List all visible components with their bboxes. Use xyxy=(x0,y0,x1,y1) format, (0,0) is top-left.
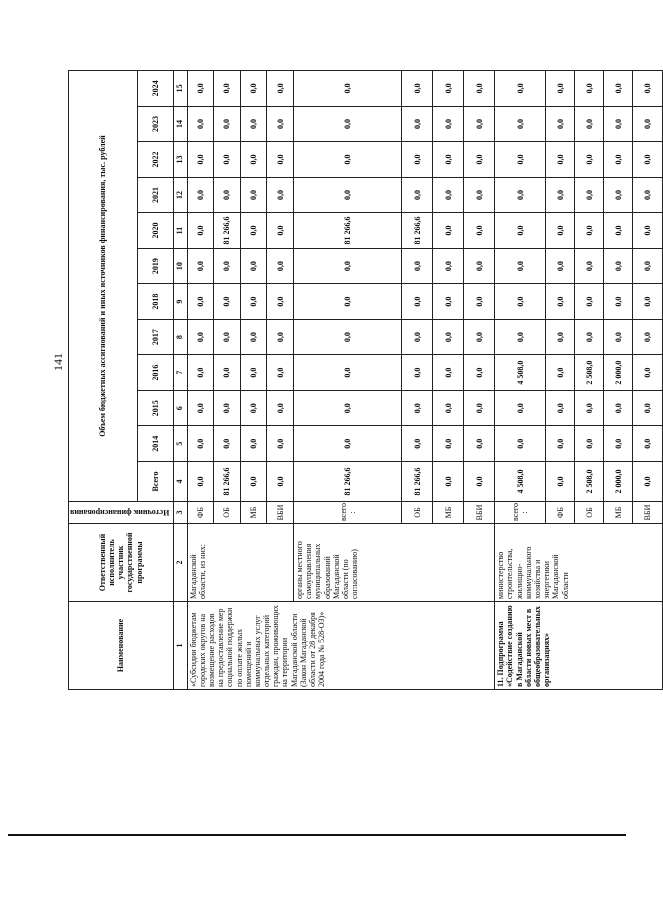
value-cell: 0,0 xyxy=(633,284,662,320)
value-cell: 0,0 xyxy=(495,426,546,462)
value-cell: 0,0 xyxy=(214,390,241,426)
value-cell: 0,0 xyxy=(402,106,433,142)
value-cell: 0,0 xyxy=(402,319,433,355)
value-cell: 2 508,0 xyxy=(575,355,604,391)
value-cell: 0,0 xyxy=(402,248,433,284)
source-cell: ВБИ xyxy=(633,502,662,524)
value-cell: 0,0 xyxy=(633,106,662,142)
value-cell: 0,0 xyxy=(546,71,575,107)
header-col-number: 5 xyxy=(173,426,187,462)
value-cell: 0,0 xyxy=(604,390,633,426)
header-col-number: 2 xyxy=(173,524,187,602)
value-cell: 0,0 xyxy=(240,142,267,178)
value-cell: 81 266,6 xyxy=(294,213,402,249)
value-cell: 0,0 xyxy=(433,106,464,142)
header-year: 2021 xyxy=(137,177,173,213)
value-cell: 0,0 xyxy=(546,426,575,462)
total-cell: 0,0 xyxy=(546,462,575,502)
bottom-rule xyxy=(8,834,626,836)
value-cell: 0,0 xyxy=(495,319,546,355)
header-col-number: 4 xyxy=(173,462,187,502)
value-cell: 0,0 xyxy=(575,319,604,355)
value-cell: 0,0 xyxy=(240,390,267,426)
financing-table xyxy=(68,70,663,690)
value-cell: 81 266,6 xyxy=(214,213,241,249)
total-cell: 81 266,6 xyxy=(214,462,241,502)
value-cell: 0,0 xyxy=(604,284,633,320)
value-cell: 0,0 xyxy=(633,390,662,426)
value-cell: 0,0 xyxy=(267,390,294,426)
value-cell: 0,0 xyxy=(433,213,464,249)
value-cell: 0,0 xyxy=(294,71,402,107)
value-cell: 0,0 xyxy=(294,319,402,355)
table-row xyxy=(495,71,546,690)
value-cell: 0,0 xyxy=(240,106,267,142)
header-col-number: 12 xyxy=(173,177,187,213)
value-cell: 0,0 xyxy=(267,319,294,355)
source-cell: МБ xyxy=(433,502,464,524)
header-year: 2017 xyxy=(137,319,173,355)
value-cell: 0,0 xyxy=(294,284,402,320)
source-cell: всего : xyxy=(294,502,402,524)
block2-executor: министерство строительства, жилищно-коммунального хозяйства и энергетики Магаданской области xyxy=(495,524,662,602)
total-cell: 0,0 xyxy=(187,462,214,502)
value-cell: 0,0 xyxy=(546,284,575,320)
value-cell: 0,0 xyxy=(187,248,214,284)
value-cell: 0,0 xyxy=(546,319,575,355)
value-cell: 0,0 xyxy=(433,426,464,462)
value-cell: 2 000,0 xyxy=(604,355,633,391)
block2-name: 11. Подпрограмма «Содействие созданию в Магаданской области новых мест в общеобразовательных организациях» xyxy=(495,602,662,690)
value-cell: 0,0 xyxy=(402,71,433,107)
table-body xyxy=(187,71,662,690)
value-cell: 0,0 xyxy=(214,71,241,107)
header-col-number: 1 xyxy=(173,602,187,690)
value-cell: 0,0 xyxy=(294,177,402,213)
value-cell: 0,0 xyxy=(433,177,464,213)
value-cell: 0,0 xyxy=(294,426,402,462)
value-cell: 0,0 xyxy=(402,355,433,391)
value-cell: 0,0 xyxy=(267,248,294,284)
value-cell: 0,0 xyxy=(214,426,241,462)
value-cell: 0,0 xyxy=(546,213,575,249)
header-col-number: 9 xyxy=(173,284,187,320)
value-cell: 0,0 xyxy=(214,284,241,320)
value-cell: 0,0 xyxy=(214,355,241,391)
source-cell: ВБИ xyxy=(464,502,495,524)
value-cell: 0,0 xyxy=(187,213,214,249)
value-cell: 0,0 xyxy=(267,177,294,213)
source-cell: ОБ xyxy=(575,502,604,524)
value-cell: 0,0 xyxy=(187,106,214,142)
value-cell: 0,0 xyxy=(575,71,604,107)
value-cell: 0,0 xyxy=(464,426,495,462)
header-year: 2023 xyxy=(137,106,173,142)
value-cell: 0,0 xyxy=(433,390,464,426)
value-cell: 0,0 xyxy=(214,248,241,284)
value-cell: 0,0 xyxy=(187,355,214,391)
value-cell: 0,0 xyxy=(267,284,294,320)
header-executor: Ответственный исполнитель участник государственной программы xyxy=(69,524,174,602)
block1-name: «Субсидии бюджетам городских округов на возмещение расходов на предоставление мер социальной поддержки по оплате жилых помещений и коммунальных услуг отдельных категорий граждан, проживающих на территории Магаданской области (Закон Магаданской области от 28 декабря 2004 года № 528-ОЗ)» xyxy=(187,602,495,690)
header-col-number: 10 xyxy=(173,248,187,284)
block1-executor-b: органы местного самоуправления муниципальных образований Магаданской области (по согласованию) xyxy=(294,524,495,602)
value-cell: 0,0 xyxy=(240,213,267,249)
value-cell: 0,0 xyxy=(495,213,546,249)
value-cell: 0,0 xyxy=(546,177,575,213)
value-cell: 0,0 xyxy=(495,177,546,213)
value-cell: 0,0 xyxy=(495,390,546,426)
value-cell: 0,0 xyxy=(240,355,267,391)
value-cell: 0,0 xyxy=(464,248,495,284)
header-col-number: 7 xyxy=(173,355,187,391)
value-cell: 0,0 xyxy=(464,177,495,213)
value-cell: 0,0 xyxy=(495,106,546,142)
value-cell: 0,0 xyxy=(604,426,633,462)
header-year: 2020 xyxy=(137,213,173,249)
total-cell: 81 266,6 xyxy=(294,462,402,502)
value-cell: 0,0 xyxy=(575,177,604,213)
value-cell: 0,0 xyxy=(240,177,267,213)
value-cell: 0,0 xyxy=(267,355,294,391)
value-cell: 0,0 xyxy=(187,71,214,107)
source-cell: ВБИ xyxy=(267,502,294,524)
header-col-number: 15 xyxy=(173,71,187,107)
header-volume: Объем бюджетных ассигнований и иных источников финансирования, тыс. рублей xyxy=(69,71,138,502)
header-col-number: 6 xyxy=(173,390,187,426)
value-cell: 0,0 xyxy=(267,426,294,462)
block1-executor-a: Магаданской области, из них: xyxy=(187,524,294,602)
header-col-number: 3 xyxy=(173,502,187,524)
value-cell: 0,0 xyxy=(633,142,662,178)
header-col-number: 13 xyxy=(173,142,187,178)
value-cell: 0,0 xyxy=(546,142,575,178)
source-cell: всего : xyxy=(495,502,546,524)
value-cell: 0,0 xyxy=(433,355,464,391)
table-row xyxy=(294,71,402,690)
header-year: 2019 xyxy=(137,248,173,284)
value-cell: 0,0 xyxy=(604,319,633,355)
value-cell: 0,0 xyxy=(633,319,662,355)
rotated-table-container xyxy=(68,70,652,690)
value-cell: 0,0 xyxy=(633,177,662,213)
value-cell: 0,0 xyxy=(240,248,267,284)
value-cell: 81 266,6 xyxy=(402,213,433,249)
value-cell: 0,0 xyxy=(402,390,433,426)
value-cell: 0,0 xyxy=(294,106,402,142)
value-cell: 0,0 xyxy=(604,213,633,249)
value-cell: 0,0 xyxy=(433,142,464,178)
value-cell: 0,0 xyxy=(604,106,633,142)
value-cell: 0,0 xyxy=(495,142,546,178)
total-cell: 0,0 xyxy=(464,462,495,502)
header-name: Наименование xyxy=(69,602,174,690)
value-cell: 0,0 xyxy=(240,426,267,462)
header-year: 2024 xyxy=(137,71,173,107)
value-cell: 0,0 xyxy=(267,213,294,249)
value-cell: 0,0 xyxy=(187,177,214,213)
table-row xyxy=(187,71,214,690)
value-cell: 0,0 xyxy=(575,248,604,284)
value-cell: 0,0 xyxy=(604,177,633,213)
value-cell: 0,0 xyxy=(187,319,214,355)
source-cell: МБ xyxy=(604,502,633,524)
value-cell: 0,0 xyxy=(495,284,546,320)
value-cell: 0,0 xyxy=(546,390,575,426)
value-cell: 0,0 xyxy=(633,426,662,462)
value-cell: 0,0 xyxy=(240,71,267,107)
value-cell: 0,0 xyxy=(633,355,662,391)
value-cell: 0,0 xyxy=(402,142,433,178)
header-year: 2018 xyxy=(137,284,173,320)
value-cell: 0,0 xyxy=(267,71,294,107)
source-cell: ОБ xyxy=(402,502,433,524)
total-cell: 81 266,6 xyxy=(402,462,433,502)
value-cell: 0,0 xyxy=(464,142,495,178)
header-col-number: 14 xyxy=(173,106,187,142)
value-cell: 0,0 xyxy=(633,71,662,107)
header-year: 2022 xyxy=(137,142,173,178)
value-cell: 0,0 xyxy=(546,106,575,142)
value-cell: 0,0 xyxy=(575,106,604,142)
value-cell: 0,0 xyxy=(433,71,464,107)
value-cell: 0,0 xyxy=(433,319,464,355)
source-cell: ФБ xyxy=(187,502,214,524)
total-cell: 2 508,0 xyxy=(575,462,604,502)
total-cell: 0,0 xyxy=(240,462,267,502)
value-cell: 0,0 xyxy=(464,390,495,426)
value-cell: 0,0 xyxy=(214,142,241,178)
header-col-number: 11 xyxy=(173,213,187,249)
header-source-text: Источник финансирования xyxy=(70,508,170,518)
value-cell: 0,0 xyxy=(464,319,495,355)
value-cell: 0,0 xyxy=(294,142,402,178)
value-cell: 0,0 xyxy=(546,355,575,391)
value-cell: 0,0 xyxy=(575,426,604,462)
value-cell: 0,0 xyxy=(267,106,294,142)
value-cell: 0,0 xyxy=(604,142,633,178)
value-cell: 0,0 xyxy=(240,284,267,320)
value-cell: 0,0 xyxy=(495,71,546,107)
value-cell: 0,0 xyxy=(214,177,241,213)
value-cell: 0,0 xyxy=(546,248,575,284)
header-year: 2014 xyxy=(137,426,173,462)
value-cell: 0,0 xyxy=(464,106,495,142)
value-cell: 0,0 xyxy=(575,142,604,178)
value-cell: 0,0 xyxy=(464,213,495,249)
value-cell: 0,0 xyxy=(575,390,604,426)
value-cell: 0,0 xyxy=(575,213,604,249)
value-cell: 0,0 xyxy=(402,177,433,213)
value-cell: 0,0 xyxy=(187,142,214,178)
total-cell: 0,0 xyxy=(433,462,464,502)
value-cell: 0,0 xyxy=(464,355,495,391)
value-cell: 0,0 xyxy=(214,106,241,142)
total-cell: 0,0 xyxy=(267,462,294,502)
value-cell: 0,0 xyxy=(633,248,662,284)
value-cell: 0,0 xyxy=(433,284,464,320)
total-cell: 2 000,0 xyxy=(604,462,633,502)
value-cell: 0,0 xyxy=(604,248,633,284)
value-cell: 0,0 xyxy=(240,319,267,355)
value-cell: 0,0 xyxy=(214,319,241,355)
value-cell: 4 508,0 xyxy=(495,355,546,391)
source-cell: ФБ xyxy=(546,502,575,524)
value-cell: 0,0 xyxy=(187,426,214,462)
header-nums-row xyxy=(173,71,187,690)
value-cell: 0,0 xyxy=(294,248,402,284)
source-cell: МБ xyxy=(240,502,267,524)
header-year: 2016 xyxy=(137,355,173,391)
header-year: 2015 xyxy=(137,390,173,426)
page-number: 141 xyxy=(51,353,65,371)
value-cell: 0,0 xyxy=(294,390,402,426)
value-cell: 0,0 xyxy=(187,390,214,426)
value-cell: 0,0 xyxy=(433,248,464,284)
total-cell: 4 508,0 xyxy=(495,462,546,502)
value-cell: 0,0 xyxy=(187,284,214,320)
value-cell: 0,0 xyxy=(402,284,433,320)
value-cell: 0,0 xyxy=(464,71,495,107)
header-col-number: 8 xyxy=(173,319,187,355)
value-cell: 0,0 xyxy=(464,284,495,320)
header-source xyxy=(69,502,174,524)
value-cell: 0,0 xyxy=(604,71,633,107)
value-cell: 0,0 xyxy=(294,355,402,391)
value-cell: 0,0 xyxy=(495,248,546,284)
header-total: Всего xyxy=(137,462,173,502)
source-cell: ОБ xyxy=(214,502,241,524)
value-cell: 0,0 xyxy=(267,142,294,178)
total-cell: 0,0 xyxy=(633,462,662,502)
value-cell: 0,0 xyxy=(633,213,662,249)
value-cell: 0,0 xyxy=(402,426,433,462)
value-cell: 0,0 xyxy=(575,284,604,320)
